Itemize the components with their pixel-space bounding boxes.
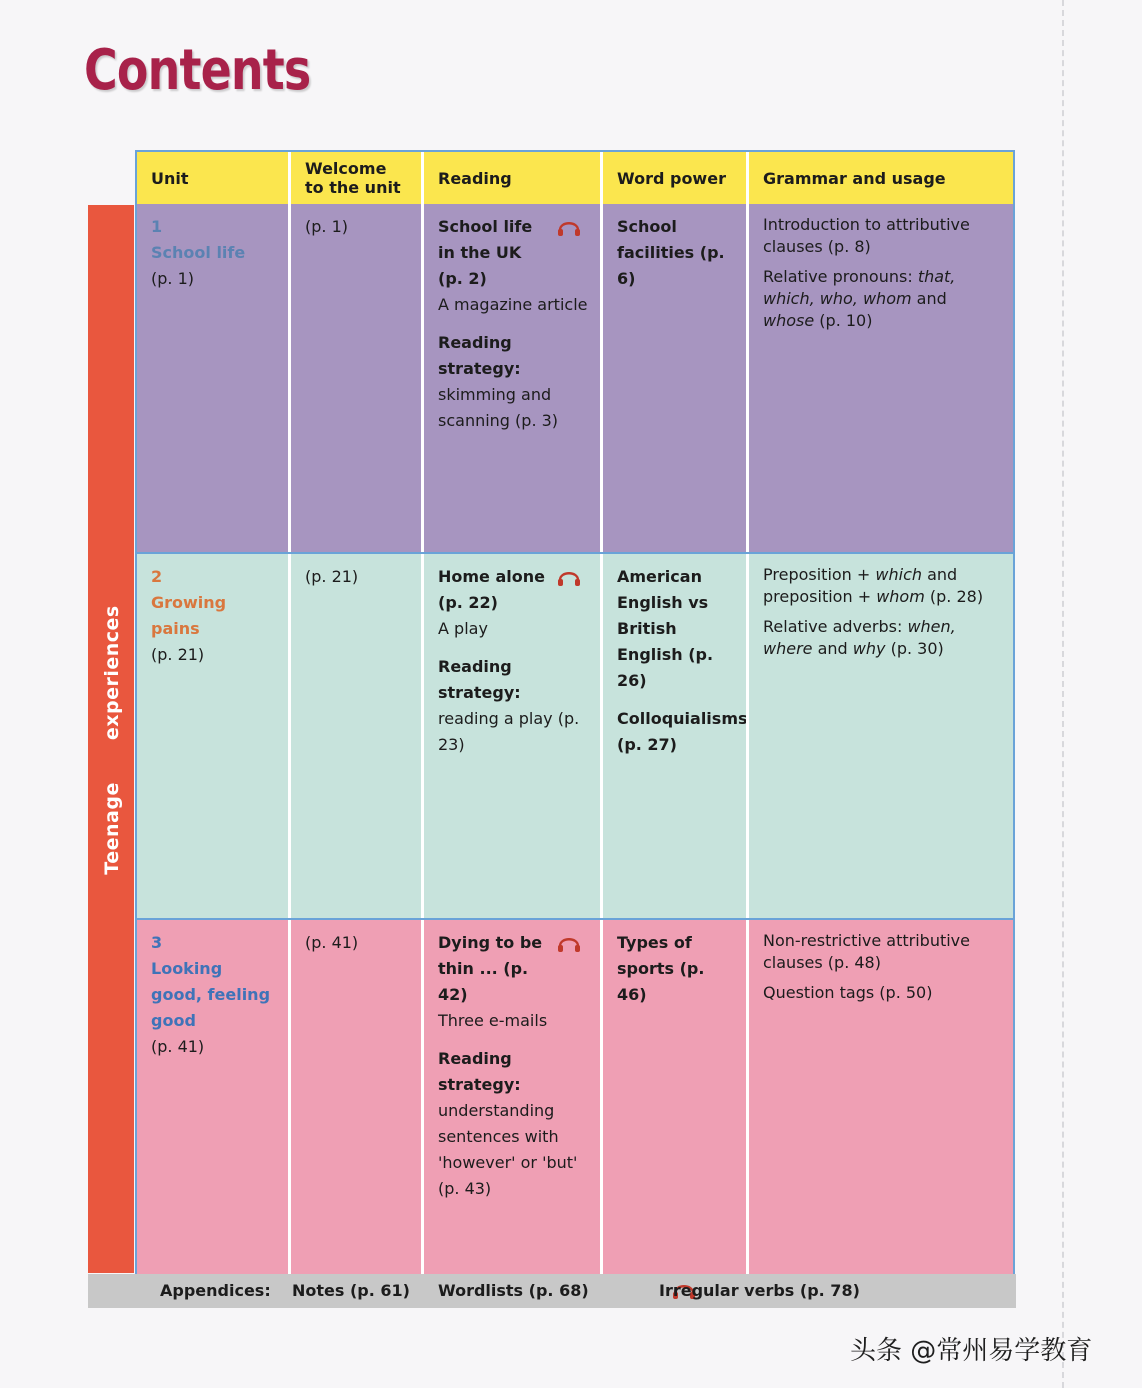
wordlists-link[interactable]: Wordlists (p. 68) bbox=[438, 1281, 589, 1300]
watermark: 头条 @常州易学教育 bbox=[850, 1336, 1093, 1366]
page-edge bbox=[1062, 0, 1080, 1388]
welcome-page: (p. 41) bbox=[305, 933, 359, 952]
notes-link[interactable]: Notes (p. 61) bbox=[292, 1281, 410, 1300]
grammar-cell bbox=[746, 554, 1013, 918]
reading-type: A play bbox=[438, 619, 488, 638]
headphones-icon bbox=[556, 932, 582, 954]
header-reading: Reading bbox=[421, 152, 600, 204]
appendices-bar bbox=[88, 1274, 1016, 1308]
welcome-page: (p. 21) bbox=[305, 567, 359, 586]
unit-row-1 bbox=[137, 204, 1013, 552]
reading-type: Three e-mails bbox=[438, 1011, 548, 1030]
reading-strategy-label: Reading strategy: bbox=[438, 333, 521, 378]
word-power-cell bbox=[600, 204, 746, 552]
welcome-cell bbox=[288, 204, 421, 552]
reading-title bbox=[438, 930, 588, 1008]
unit-page: (p. 41) bbox=[151, 1037, 205, 1056]
unit-name: Looking good, feeling good bbox=[151, 959, 271, 1030]
unit-number: 2 bbox=[151, 567, 163, 586]
reading-title bbox=[438, 214, 588, 292]
unit-name: School life bbox=[151, 243, 246, 262]
grammar-item: Non-restrictive attributive clauses (p. 48) bbox=[763, 931, 970, 972]
welcome-page: (p. 1) bbox=[305, 217, 348, 236]
reading-strategy-text: skimming and scanning (p. 3) bbox=[438, 385, 559, 430]
header-word-power: Word power bbox=[600, 152, 746, 204]
grammar-item: Relative pronouns: that, which, who, whom and whose (p. 10) bbox=[763, 267, 956, 330]
reading-cell bbox=[421, 554, 600, 918]
grammar-item: Introduction to attributive clauses (p. 8) bbox=[763, 215, 970, 256]
grammar-item: Question tags (p. 50) bbox=[763, 983, 933, 1002]
theme-label bbox=[101, 605, 123, 874]
word-power-item: American English vs British English (p. 26) bbox=[617, 567, 714, 690]
unit-number: 3 bbox=[151, 933, 163, 952]
unit-number: 1 bbox=[151, 217, 163, 236]
header-grammar: Grammar and usage bbox=[746, 152, 1013, 204]
unit-name: Growing pains bbox=[151, 593, 227, 638]
reading-title-text: Home alone (p. 22) bbox=[438, 567, 545, 612]
word-power-item: Colloquialisms (p. 27) bbox=[617, 709, 748, 754]
reading-title-text: Dying to be thin ... (p. 42) bbox=[438, 933, 543, 1004]
grammar-item: Preposition + which and preposition + whom (p. 28) bbox=[763, 565, 984, 606]
grammar-cell bbox=[746, 920, 1013, 1274]
theme-word-1: Teenage bbox=[101, 782, 123, 875]
reading-strategy-label: Reading strategy: bbox=[438, 657, 521, 702]
word-power-item: Types of sports (p. 46) bbox=[617, 933, 705, 1004]
reading-type: A magazine article bbox=[438, 295, 588, 314]
reading-strategy-text: reading a play (p. 23) bbox=[438, 709, 580, 754]
theme-word-2: experiences bbox=[101, 605, 123, 741]
unit-page: (p. 1) bbox=[151, 269, 194, 288]
word-power-item: School facilities (p. 6) bbox=[617, 217, 725, 288]
contents-table bbox=[135, 150, 1015, 1274]
appendices-label: Appendices: bbox=[160, 1281, 271, 1300]
word-power-cell bbox=[600, 920, 746, 1274]
unit-page: (p. 21) bbox=[151, 645, 205, 664]
unit-row-3 bbox=[137, 920, 1013, 1274]
grammar-cell bbox=[746, 204, 1013, 552]
unit-cell bbox=[137, 920, 288, 1274]
grammar-item: Relative adverbs: when, where and why (p. 30) bbox=[763, 617, 956, 658]
welcome-cell bbox=[288, 920, 421, 1274]
welcome-cell bbox=[288, 554, 421, 918]
reading-strategy-label: Reading strategy: bbox=[438, 1049, 521, 1094]
unit-row-2 bbox=[137, 554, 1013, 918]
table-header bbox=[137, 152, 1013, 204]
headphones-icon bbox=[556, 216, 582, 238]
reading-cell bbox=[421, 920, 600, 1274]
reading-cell bbox=[421, 204, 600, 552]
word-power-cell bbox=[600, 554, 746, 918]
page-title: Contents bbox=[84, 38, 311, 103]
unit-cell bbox=[137, 204, 288, 552]
reading-title bbox=[438, 564, 588, 616]
unit-cell bbox=[137, 554, 288, 918]
reading-strategy-text: understanding sentences with 'however' or 'but' (p. 43) bbox=[438, 1101, 578, 1198]
irregular-verbs-link[interactable]: Irregular verbs (p. 78) bbox=[659, 1281, 860, 1300]
headphones-icon bbox=[556, 566, 582, 588]
header-unit: Unit bbox=[151, 168, 189, 188]
header-welcome: Welcome to the unit bbox=[288, 152, 421, 204]
reading-title-text: School life in the UK (p. 2) bbox=[438, 217, 533, 288]
